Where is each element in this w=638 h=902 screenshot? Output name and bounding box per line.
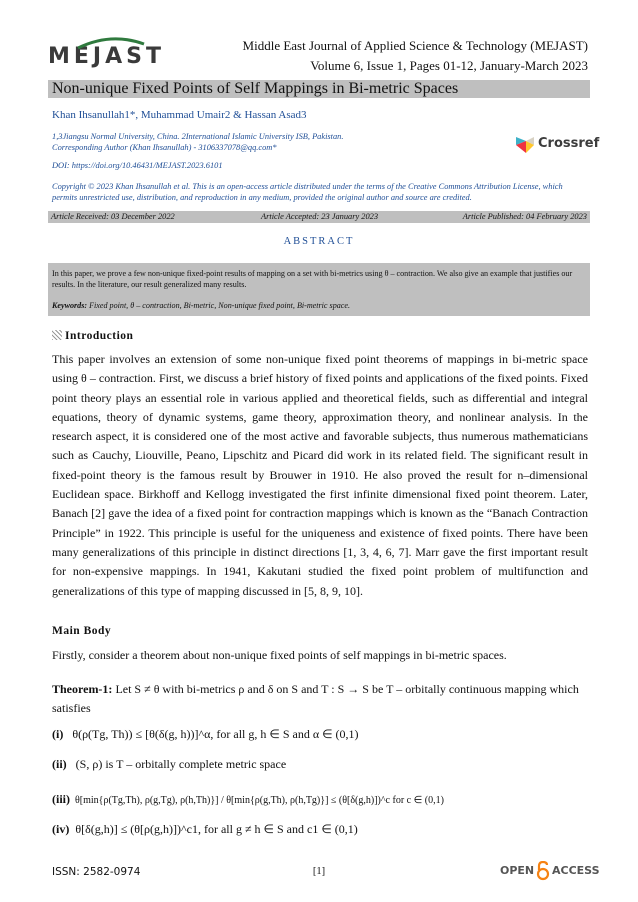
journal-issue: Volume 6, Issue 1, Pages 01-12, January-March 2023 — [310, 58, 588, 73]
journal-logo — [48, 36, 165, 76]
issn: ISSN: 2582-0974 — [52, 866, 141, 878]
main-body-heading: Main Body — [52, 625, 112, 637]
condition-4: (iv) θ[δ(g,h)] ≤ (θ[ρ(g,h)])^c1, for all g ≠ h ∈ S and c1 ∈ (0,1) — [52, 822, 358, 836]
keywords — [52, 301, 586, 310]
date-accepted: Article Accepted: 23 January 2023 — [261, 212, 379, 221]
corresponding-author: Corresponding Author (Khan Ihsanullah) - 3106337078@qq.com* — [52, 143, 277, 152]
crossref-icon — [514, 133, 536, 155]
crossref-badge[interactable] — [514, 133, 600, 155]
access-label: ACCESS — [552, 864, 600, 877]
theorem-1 — [52, 680, 588, 718]
open-lock-icon — [536, 861, 550, 881]
article-dates — [48, 211, 590, 223]
section-marker-icon — [52, 330, 62, 340]
date-received: Article Received: 03 December 2022 — [51, 212, 175, 221]
abstract-text: In this paper, we prove a few non-unique fixed-point results of mapping on a set with bi-metrics using θ – contraction. We also give an example that justifies our results. In the literature, our result generalized many results. — [52, 269, 573, 289]
copyright: Copyright © 2023 Khan Ihsanullah et al. This is an open-access article distributed under the terms of the Creative Commons Attribution License, which permits unrestricted use, distribution, and reproduction in any medium, provided the original author and source are credited. — [52, 182, 563, 202]
crossref-label: Crossref — [538, 136, 600, 151]
affiliation: 1,3Jiangsu Normal University, China. 2International Islamic University ISB, Pakistan. — [52, 132, 344, 141]
affiliation-block — [52, 131, 492, 153]
introduction-heading-block — [52, 326, 133, 344]
open-label: OPEN — [500, 864, 535, 877]
logo-text: MEJAST — [48, 44, 165, 69]
logo-swoosh-icon — [76, 36, 146, 50]
authors: Khan Ihsanullah1*, Muhammad Umair2 & Hassan Asad3 — [52, 109, 307, 121]
condition-1: (i) θ(ρ(Tg, Th)) ≤ [θ(δ(g, h))]^α, for all g, h ∈ S and α ∈ (0,1) — [52, 727, 359, 741]
keywords-list: Fixed point, θ – contraction, Bi-metric, Non-unique fixed point, Bi-metric space. — [87, 301, 350, 310]
date-published: Article Published: 04 February 2023 — [462, 212, 587, 221]
condition-2: (ii) (S, ρ) is T – orbitally complete metric space — [52, 757, 287, 771]
keywords-label: Keywords: — [52, 301, 88, 310]
open-access-logo — [500, 860, 600, 882]
introduction-text: This paper involves an extension of some non-unique fixed point theorems of mappings in bi-metric space using θ – contraction. First, we discuss a brief history of fixed points and applications of the fixed points. Fixed point theory plays an essential role in various applied and theoretical fields, such as differential and integral equations, theory of dynamic systems, game theory, approximation theory, and nonlinear analysis. In the research aspect, it is considered one of the most active and favorable subjects, thus numerous mathematicians such as Cauchy, Liouville, Peano, Lipschitz and Picard did work in its related field. The significant result in fixed-point theory is the famous result by Brouwer in 1910. He also proved the result for n–dimensional Euclidean space. Birkhoff and Kellogg investigated the first infinite dimensional fixed point theorem. Later, Banach [2] gave the idea of a fixed point for contraction mappings which is known as the “Banach Contraction Principle” in 1922. This principle is useful for the uniqueness and existence of fixed points. There have been many generalizations of this principle in distinct directions [1, 3, 4, 6, 7]. Marr gave the first important result for non-expensive mappings. In 1941, Kakutani studied the fixed point problem of multifunction and generalizations of this type of mapping discussed in [5, 8, 9, 10]. — [52, 352, 588, 598]
introduction-heading: Introduction — [65, 330, 134, 342]
journal-name: Middle East Journal of Applied Science & Technology (MEJAST) — [242, 38, 588, 53]
condition-3: (iii) θ[min{ρ(Tg,Th), ρ(g,Tg), ρ(h,Th)}] / θ[min{ρ(g,Th), ρ(h,Tg)}] ≤ (θ[δ(g,h)])^c for c ∈ (0,1) — [52, 792, 444, 806]
paper-title: Non-unique Fixed Points of Self Mappings in Bi-metric Spaces — [52, 80, 459, 97]
page-number: [1] — [312, 866, 326, 877]
abstract-heading: ABSTRACT — [283, 236, 355, 247]
main-body-intro: Firstly, consider a theorem about non-unique fixed points of self mappings in bi-metric spaces. — [52, 648, 507, 662]
theorem-text: Let S ≠ θ with bi-metrics ρ and δ on S and T : S → S be T – orbitally continuous mapping which satisfies — [52, 682, 579, 715]
doi-link[interactable]: DOI: https://doi.org/10.46431/MEJAST.2023.6101 — [52, 161, 223, 170]
theorem-label: Theorem-1: — [52, 682, 113, 696]
